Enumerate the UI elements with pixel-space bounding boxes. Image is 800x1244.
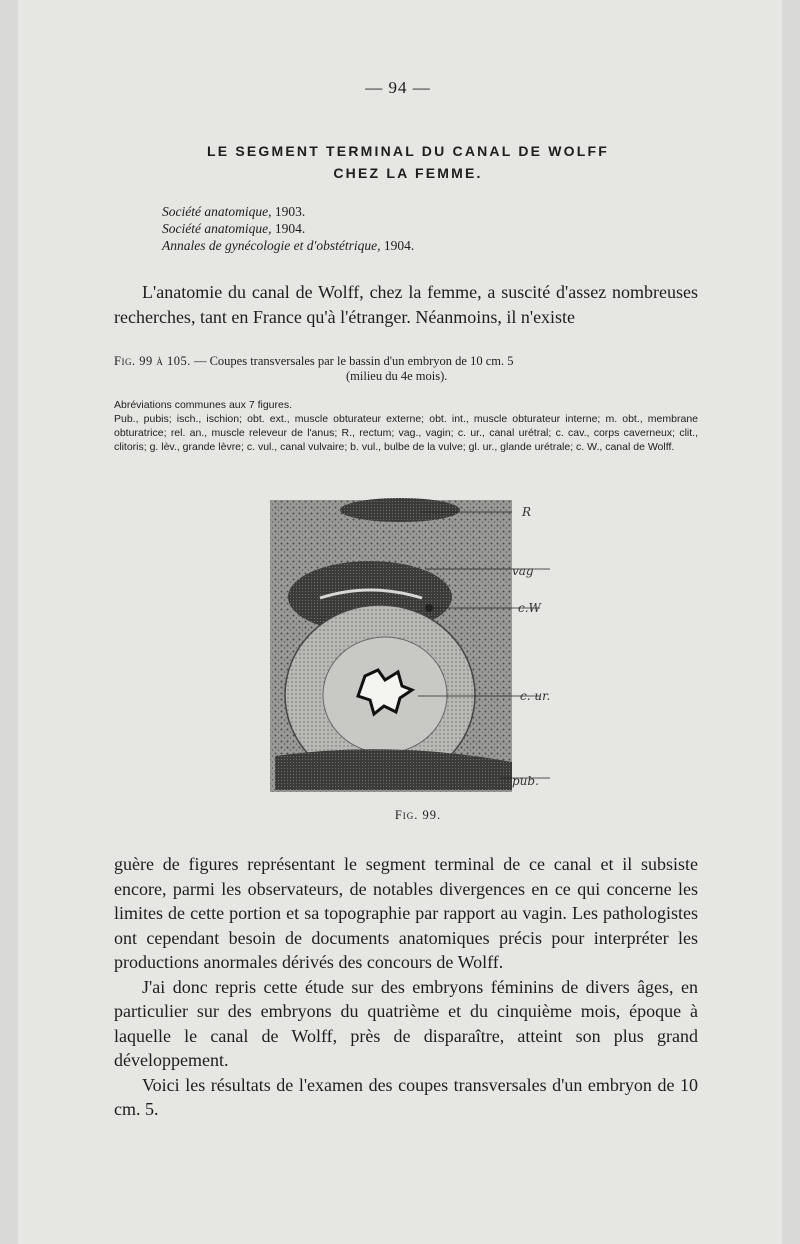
label-wolff-duct: c.W bbox=[518, 601, 541, 615]
figure-caption: Fig. 99. bbox=[394, 808, 442, 822]
reference-item: Société anatomique, 1904. bbox=[162, 221, 306, 236]
paragraph: Voici les résultats de l'examen des coupes transversales d'un embryon de 10 cm. 5. bbox=[114, 1074, 698, 1119]
page bbox=[18, 0, 782, 1244]
rectum-shape bbox=[340, 498, 460, 522]
intro-paragraph: L'anatomie du canal de Wolff, chez la femme, a suscité d'assez nombreuses recherches, tant en France qu'à l'étranger. Néanmoins, il n'existe bbox=[114, 282, 698, 327]
label-rectum: R bbox=[522, 505, 532, 519]
abbreviations-list: Pub., pubis; isch., ischion; obt. ext., muscle obturateur externe; obt. int., muscle obturateur interne; m. obt., membrane obturatrice; rel. an., muscle releveur de l'anus; R., rectum; vag., vagin; c. ur., canal urétral; c. cav., corps caverneux; clit., clitoris; g. lèv., grande lèvre; c. vul., canal vulvaire; b. vul., bulbe de la vulve; gl. ur., glande urétrale; c. W., canal de Wolff. bbox=[114, 413, 698, 453]
chapter-subtitle: CHEZ LA FEMME. bbox=[333, 165, 483, 181]
abbreviations-heading: Abréviations communes aux 7 figures. bbox=[114, 399, 293, 411]
histology-figure bbox=[250, 500, 551, 792]
label-pubis: pub. bbox=[512, 774, 539, 788]
main-text bbox=[114, 852, 698, 1122]
paragraph: guère de figures représentant le segment terminal de ce canal et il subsiste encore, parmi les observateurs, de notables divergences en ce qui concerne les limites de cette portion et sa topographie par rapport au vagin. Les pathologistes ont cependant besoin de documents anatomiques précis pour interpréter les productions anormales dérivés des concours de Wolff. bbox=[114, 854, 698, 972]
references bbox=[162, 203, 414, 254]
chapter-title: LE SEGMENT TERMINAL DU CANAL DE WOLFF bbox=[206, 143, 610, 159]
reference-item: Annales de gynécologie et d'obstétrique, 1904. bbox=[162, 238, 415, 253]
page-number: — 94 — bbox=[365, 78, 431, 97]
label-vagina: vag bbox=[512, 564, 534, 578]
label-urethra: c. ur. bbox=[520, 689, 551, 703]
abbreviations-legend bbox=[114, 398, 698, 454]
figure-series-caption: Fig. 99 à 105. — Coupes transversales par le bassin d'un embryon de 10 cm. 5 (milieu du 4e mois). bbox=[114, 354, 514, 383]
reference-item: Société anatomique, 1903. bbox=[162, 204, 306, 219]
paragraph: J'ai donc repris cette étude sur des embryons féminins de divers âges, en particulier sur des embryons du quatrième et du cinquième mois, époque à laquelle le canal de Wolff, près de disparaître, atteint son plus grand développement. bbox=[114, 976, 698, 1070]
